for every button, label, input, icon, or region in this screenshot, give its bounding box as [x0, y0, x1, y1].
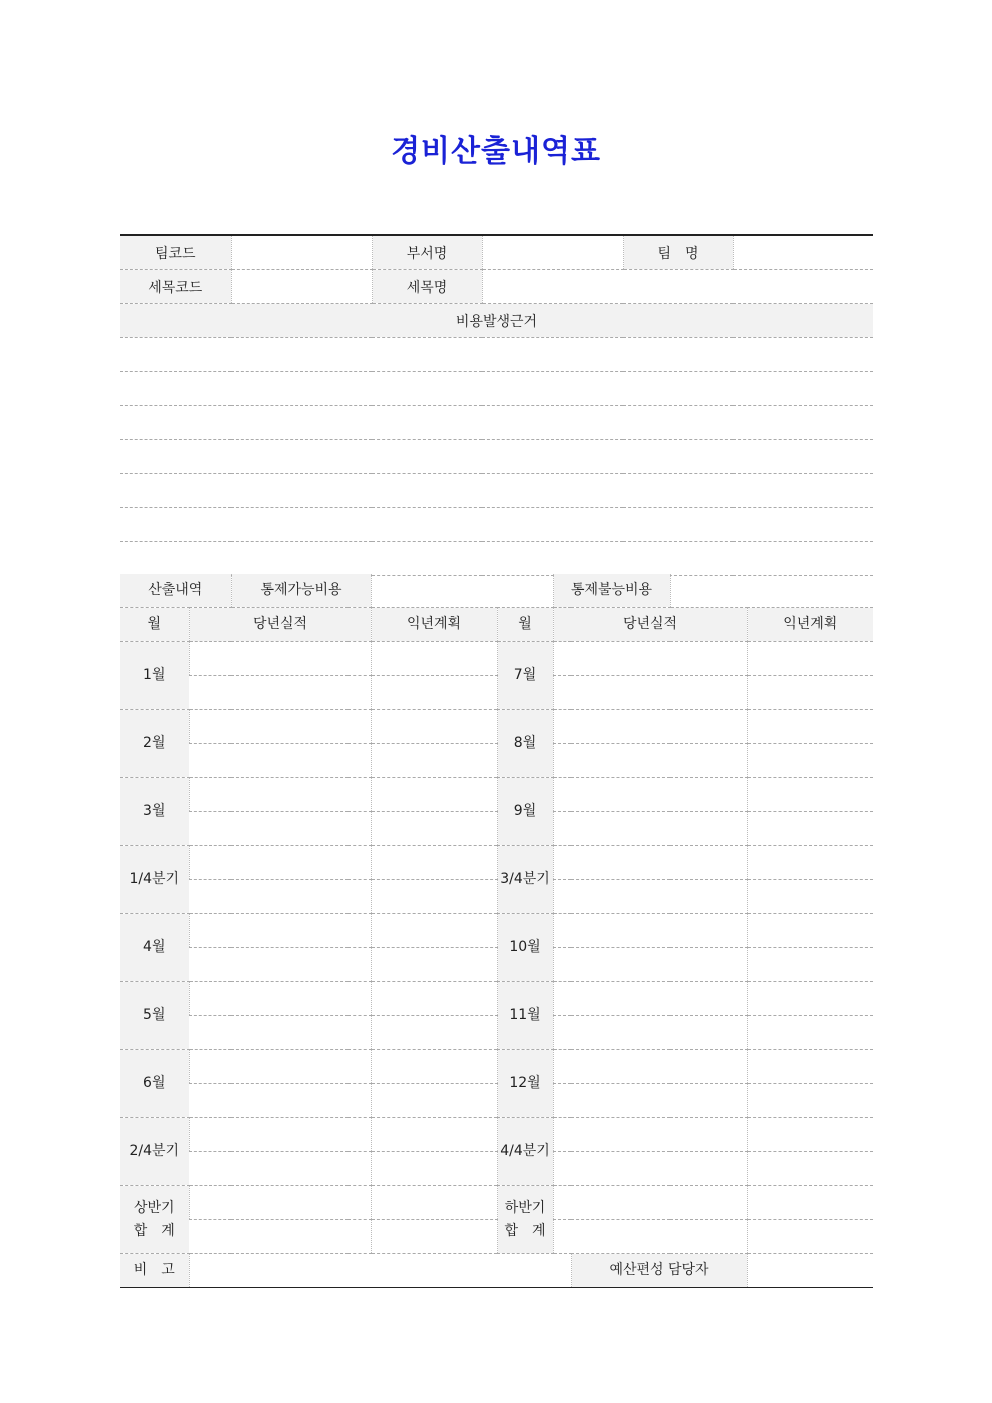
month-header: 월 [120, 608, 189, 642]
plan-cell[interactable] [747, 812, 873, 846]
plan-cell[interactable] [371, 914, 497, 948]
actual-cell[interactable] [189, 846, 371, 880]
actual-cell[interactable] [553, 1118, 747, 1152]
quarter-label: 3/4분기 [497, 846, 553, 914]
plan-cell[interactable] [371, 1084, 497, 1118]
plan-cell[interactable] [371, 642, 497, 676]
actual-cell[interactable] [189, 1084, 371, 1118]
plan-cell[interactable] [747, 642, 873, 676]
actual-cell[interactable] [553, 982, 747, 1016]
plan-cell[interactable] [747, 982, 873, 1016]
plan-cell[interactable] [371, 710, 497, 744]
remarks-field[interactable] [189, 1254, 571, 1288]
actual-cell[interactable] [189, 1016, 371, 1050]
actual-cell[interactable] [189, 642, 371, 676]
item-code-field[interactable] [231, 270, 372, 304]
actual-cell[interactable] [553, 642, 747, 676]
uncontrollable-label: 통제불능비용 [553, 574, 670, 608]
actual-cell[interactable] [553, 846, 747, 880]
actual-cell[interactable] [553, 744, 747, 778]
plan-cell[interactable] [747, 1186, 873, 1220]
half-total-label [120, 1186, 189, 1254]
actual-cell[interactable] [189, 880, 371, 914]
controllable-label: 통제가능비용 [231, 574, 371, 608]
actual-cell[interactable] [189, 778, 371, 812]
basis-line[interactable] [120, 440, 873, 474]
actual-cell[interactable] [553, 948, 747, 982]
plan-cell[interactable] [747, 846, 873, 880]
plan-cell[interactable] [747, 948, 873, 982]
plan-cell[interactable] [371, 744, 497, 778]
month-label: 4월 [120, 914, 189, 982]
half-total-label [497, 1186, 553, 1254]
actual-cell[interactable] [553, 1220, 747, 1254]
basis-line[interactable] [120, 406, 873, 440]
basis-line[interactable] [120, 542, 873, 576]
actual-cell[interactable] [553, 1016, 747, 1050]
actual-cell[interactable] [189, 676, 371, 710]
plan-cell[interactable] [747, 1050, 873, 1084]
basis-line[interactable] [120, 474, 873, 508]
plan-cell[interactable] [747, 744, 873, 778]
half-label: 하반기 [504, 1200, 546, 1217]
plan-cell[interactable] [747, 1220, 873, 1254]
item-name-field[interactable] [482, 270, 873, 304]
calc-label: 산출내역 [120, 574, 231, 608]
plan-cell[interactable] [371, 948, 497, 982]
actual-cell[interactable] [189, 948, 371, 982]
actual-cell[interactable] [553, 1050, 747, 1084]
basis-header: 비용발생근거 [120, 304, 873, 338]
actual-cell[interactable] [553, 1084, 747, 1118]
item-name-label: 세목명 [372, 270, 482, 304]
dept-name-label: 부서명 [372, 235, 482, 270]
actual-header: 당년실적 [189, 608, 371, 642]
actual-cell[interactable] [189, 1186, 371, 1220]
basis-line[interactable] [120, 338, 873, 372]
half-label: 상반기 [133, 1200, 175, 1217]
quarter-label: 2/4분기 [120, 1118, 189, 1186]
plan-cell[interactable] [747, 1084, 873, 1118]
actual-cell[interactable] [189, 1050, 371, 1084]
item-code-label: 세목코드 [120, 270, 231, 304]
actual-cell[interactable] [189, 982, 371, 1016]
actual-cell[interactable] [553, 914, 747, 948]
quarter-label: 4/4분기 [497, 1118, 553, 1186]
month-label: 12월 [497, 1050, 553, 1118]
plan-cell[interactable] [371, 982, 497, 1016]
plan-cell[interactable] [747, 778, 873, 812]
quarter-label: 1/4분기 [120, 846, 189, 914]
plan-cell[interactable] [371, 1016, 497, 1050]
month-label: 8월 [497, 710, 553, 778]
team-name-field[interactable] [733, 235, 873, 270]
actual-cell[interactable] [553, 880, 747, 914]
total-label: 합 계 [504, 1222, 546, 1239]
remarks-label: 비 고 [120, 1254, 189, 1288]
page-title: 경비산출내역표 [391, 134, 601, 169]
basis-line[interactable] [120, 372, 873, 406]
plan-header: 익년계획 [371, 608, 497, 642]
manager-field[interactable] [747, 1254, 873, 1288]
plan-cell[interactable] [371, 846, 497, 880]
manager-label: 예산편성 담당자 [571, 1254, 747, 1288]
actual-cell[interactable] [553, 1186, 747, 1220]
plan-cell[interactable] [747, 710, 873, 744]
month-label: 1월 [120, 642, 189, 710]
actual-cell[interactable] [553, 812, 747, 846]
plan-cell[interactable] [371, 1220, 497, 1254]
actual-cell[interactable] [189, 1220, 371, 1254]
plan-cell[interactable] [371, 1050, 497, 1084]
plan-cell[interactable] [371, 676, 497, 710]
actual-cell[interactable] [553, 710, 747, 744]
team-code-label: 팀코드 [120, 235, 231, 270]
actual-cell[interactable] [189, 812, 371, 846]
month-label: 2월 [120, 710, 189, 778]
plan-cell[interactable] [747, 914, 873, 948]
controllable-field[interactable] [371, 574, 553, 608]
month-header: 월 [497, 608, 553, 642]
team-code-field[interactable] [231, 235, 372, 270]
calc-table [120, 574, 873, 1288]
actual-cell[interactable] [189, 914, 371, 948]
plan-cell[interactable] [371, 1186, 497, 1220]
actual-cell[interactable] [553, 676, 747, 710]
dept-name-field[interactable] [482, 235, 623, 270]
plan-cell[interactable] [371, 812, 497, 846]
month-label: 6월 [120, 1050, 189, 1118]
plan-cell[interactable] [747, 1016, 873, 1050]
plan-cell[interactable] [371, 1118, 497, 1152]
actual-cell[interactable] [553, 778, 747, 812]
plan-cell[interactable] [371, 880, 497, 914]
plan-cell[interactable] [371, 1152, 497, 1186]
actual-cell[interactable] [189, 744, 371, 778]
total-label: 합 계 [133, 1222, 175, 1239]
plan-cell[interactable] [747, 880, 873, 914]
month-label: 10월 [497, 914, 553, 982]
month-label: 7월 [497, 642, 553, 710]
plan-header: 익년계획 [747, 608, 873, 642]
actual-cell[interactable] [189, 1118, 371, 1152]
plan-cell[interactable] [747, 676, 873, 710]
actual-cell[interactable] [189, 710, 371, 744]
plan-cell[interactable] [371, 778, 497, 812]
info-table [120, 234, 873, 576]
month-label: 3월 [120, 778, 189, 846]
plan-cell[interactable] [747, 1152, 873, 1186]
month-label: 9월 [497, 778, 553, 846]
uncontrollable-field[interactable] [670, 574, 873, 608]
team-name-label: 팀 명 [623, 235, 733, 270]
month-label: 11월 [497, 982, 553, 1050]
month-label: 5월 [120, 982, 189, 1050]
basis-line[interactable] [120, 508, 873, 542]
actual-cell[interactable] [553, 1152, 747, 1186]
actual-header: 당년실적 [553, 608, 747, 642]
actual-cell[interactable] [189, 1152, 371, 1186]
plan-cell[interactable] [747, 1118, 873, 1152]
